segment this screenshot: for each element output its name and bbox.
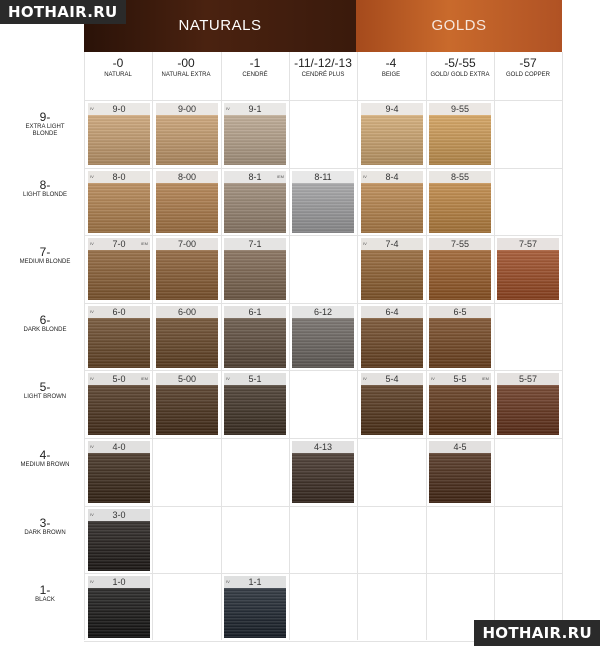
swatch-code: 7-57 xyxy=(497,238,559,250)
color-swatch xyxy=(361,306,423,368)
row-header xyxy=(14,313,76,334)
hair-sample xyxy=(361,385,423,435)
swatch-code: 1-0 xyxy=(88,576,150,588)
swatch-iv-mark: IV xyxy=(226,579,230,584)
grid-line-vertical xyxy=(426,52,427,640)
column-code: -00 xyxy=(177,56,195,70)
swatch-code: 9-0 xyxy=(88,103,150,115)
naturals-header: NATURALS xyxy=(84,0,356,52)
row-header xyxy=(14,380,76,401)
grid-line-horizontal xyxy=(84,100,562,101)
swatch-code: 9-55 xyxy=(429,103,491,115)
column-header xyxy=(84,56,152,100)
row-name: DARK BROWN xyxy=(24,530,66,536)
row-name: DARK BLONDE xyxy=(23,327,67,333)
hair-sample xyxy=(429,453,491,503)
swatch-iem-mark: IEM xyxy=(481,376,489,381)
hair-sample xyxy=(429,250,491,300)
column-code: -5/-55 xyxy=(444,56,476,70)
swatch-code: 4-5 xyxy=(429,441,491,453)
swatch-code: 8-00 xyxy=(156,171,218,183)
watermark-bottom: HOTHAIR.RU xyxy=(474,620,600,646)
swatch-code: 7-1 xyxy=(224,238,286,250)
color-swatch xyxy=(156,373,218,435)
grid-line-horizontal xyxy=(84,573,562,574)
swatch-code: 6-12 xyxy=(292,306,354,318)
hair-sample xyxy=(224,588,286,638)
column-description: CENDRÉ xyxy=(242,72,268,78)
color-swatch xyxy=(429,238,491,300)
swatch-code: 5-00 xyxy=(156,373,218,385)
watermark-top: HOTHAIR.RU xyxy=(0,0,126,24)
hair-sample xyxy=(292,453,354,503)
color-swatch xyxy=(88,103,150,165)
hair-sample xyxy=(156,183,218,233)
row-header xyxy=(14,516,76,537)
color-swatch xyxy=(292,306,354,368)
swatch-code: 8-0 xyxy=(88,171,150,183)
hair-sample xyxy=(429,183,491,233)
grid-line-vertical xyxy=(152,52,153,640)
color-swatch xyxy=(224,171,286,233)
grid-line-horizontal xyxy=(84,303,562,304)
column-description: GOLD/ GOLD EXTRA xyxy=(430,72,490,78)
row-level: 9- xyxy=(39,110,51,124)
swatch-iem-mark: IEM xyxy=(140,241,148,246)
row-level: 6- xyxy=(39,313,51,327)
hair-sample xyxy=(88,115,150,165)
swatch-code: 6-00 xyxy=(156,306,218,318)
golds-header: GOLDS xyxy=(356,0,562,52)
row-level: 3- xyxy=(39,516,51,530)
column-code: -4 xyxy=(385,56,397,70)
row-header xyxy=(14,178,76,199)
color-swatch xyxy=(292,171,354,233)
row-name: MEDIUM BLONDE xyxy=(19,259,71,265)
hair-sample xyxy=(88,521,150,571)
swatch-iv-mark: IV xyxy=(90,512,94,517)
color-swatch xyxy=(292,441,354,503)
color-swatch xyxy=(361,238,423,300)
hair-sample xyxy=(224,318,286,368)
swatch-iv-mark: IV xyxy=(90,174,94,179)
row-header xyxy=(14,583,76,604)
column-header xyxy=(494,56,562,100)
grid-line-vertical xyxy=(357,52,358,640)
column-header xyxy=(152,56,220,100)
row-level: 7- xyxy=(39,245,51,259)
hair-sample xyxy=(88,385,150,435)
color-swatch xyxy=(224,576,286,638)
grid-line-vertical xyxy=(221,52,222,640)
grid-line-horizontal xyxy=(84,168,562,169)
color-swatch xyxy=(156,238,218,300)
swatch-code: 7-55 xyxy=(429,238,491,250)
swatch-code: 5-4 xyxy=(361,373,423,385)
swatch-iv-mark: IV xyxy=(226,376,230,381)
row-name: BLACK xyxy=(35,597,55,603)
row-name: MEDIUM BROWN xyxy=(20,462,70,468)
hair-sample xyxy=(292,318,354,368)
hair-sample xyxy=(224,183,286,233)
hair-sample xyxy=(88,250,150,300)
row-level: 5- xyxy=(39,380,51,394)
hair-sample xyxy=(429,318,491,368)
color-swatch xyxy=(429,103,491,165)
hair-sample xyxy=(224,385,286,435)
hair-sample xyxy=(88,453,150,503)
hair-sample xyxy=(88,183,150,233)
swatch-code: 8-1 xyxy=(224,171,286,183)
hair-sample xyxy=(88,588,150,638)
swatch-code: 5-57 xyxy=(497,373,559,385)
swatch-iem-mark: IEM xyxy=(276,174,284,179)
column-description: NATURAL EXTRA xyxy=(161,72,211,78)
color-swatch xyxy=(224,103,286,165)
swatch-code: 6-0 xyxy=(88,306,150,318)
grid-line-vertical xyxy=(289,52,290,640)
column-header xyxy=(357,56,425,100)
hair-sample xyxy=(361,250,423,300)
grid-line-horizontal xyxy=(84,506,562,507)
swatch-code: 6-1 xyxy=(224,306,286,318)
color-swatch xyxy=(224,306,286,368)
column-description: BEIGE xyxy=(381,72,401,78)
row-header xyxy=(14,110,76,138)
swatch-code: 5-0 xyxy=(88,373,150,385)
swatch-code: 7-0 xyxy=(88,238,150,250)
swatch-code: 4-0 xyxy=(88,441,150,453)
color-swatch xyxy=(361,103,423,165)
hair-sample xyxy=(156,250,218,300)
swatch-code: 8-4 xyxy=(361,171,423,183)
hair-sample xyxy=(156,115,218,165)
color-swatch xyxy=(224,373,286,435)
swatch-code: 5-5 xyxy=(429,373,491,385)
hair-sample xyxy=(361,183,423,233)
grid-line-horizontal xyxy=(84,438,562,439)
swatch-code: 1-1 xyxy=(224,576,286,588)
swatch-iv-mark: IV xyxy=(90,579,94,584)
row-level: 1- xyxy=(39,583,51,597)
column-description: CENDRÉ PLUS xyxy=(301,72,345,78)
color-swatch xyxy=(88,373,150,435)
column-description: NATURAL xyxy=(104,72,132,78)
row-level: 4- xyxy=(39,448,51,462)
color-swatch xyxy=(429,306,491,368)
hair-sample xyxy=(292,183,354,233)
swatch-iv-mark: IV xyxy=(90,106,94,111)
swatch-code: 4-13 xyxy=(292,441,354,453)
swatch-iv-mark: IV xyxy=(90,376,94,381)
swatch-iv-mark: IV xyxy=(363,174,367,179)
color-swatch xyxy=(88,171,150,233)
swatch-code: 8-55 xyxy=(429,171,491,183)
hair-sample xyxy=(224,115,286,165)
hair-sample xyxy=(156,385,218,435)
swatch-iv-mark: IV xyxy=(90,241,94,246)
color-swatch xyxy=(497,373,559,435)
hair-sample xyxy=(88,318,150,368)
row-name: LIGHT BROWN xyxy=(23,394,67,400)
swatch-iv-mark: IV xyxy=(363,376,367,381)
color-swatch xyxy=(224,238,286,300)
column-code: -57 xyxy=(519,56,537,70)
grid-line-vertical xyxy=(562,52,563,640)
row-name: LIGHT BLONDE xyxy=(23,192,67,198)
hair-sample xyxy=(156,318,218,368)
hair-sample xyxy=(429,115,491,165)
grid-line-vertical xyxy=(84,52,85,640)
grid-line-vertical xyxy=(494,52,495,640)
hair-sample xyxy=(361,318,423,368)
column-description: GOLD COPPER xyxy=(505,72,550,78)
swatch-iv-mark: IV xyxy=(431,376,435,381)
column-header xyxy=(426,56,494,100)
row-level: 8- xyxy=(39,178,51,192)
swatch-code: 9-1 xyxy=(224,103,286,115)
swatch-iv-mark: IV xyxy=(226,106,230,111)
swatch-iv-mark: IV xyxy=(90,309,94,314)
swatch-code: 9-4 xyxy=(361,103,423,115)
row-name: EXTRA LIGHT BLONDE xyxy=(25,124,65,137)
color-swatch xyxy=(156,171,218,233)
swatch-iem-mark: IEM xyxy=(140,376,148,381)
hair-sample xyxy=(224,250,286,300)
hair-sample xyxy=(497,385,559,435)
color-swatch xyxy=(156,306,218,368)
column-code: -1 xyxy=(249,56,261,70)
color-swatch xyxy=(429,171,491,233)
column-header xyxy=(221,56,289,100)
color-swatch xyxy=(156,103,218,165)
grid-line-horizontal xyxy=(84,370,562,371)
swatch-iv-mark: IV xyxy=(90,444,94,449)
swatch-iv-mark: IV xyxy=(363,241,367,246)
swatch-code: 5-1 xyxy=(224,373,286,385)
color-swatch xyxy=(361,373,423,435)
hair-sample xyxy=(429,385,491,435)
swatch-code: 9-00 xyxy=(156,103,218,115)
swatch-code: 3-0 xyxy=(88,509,150,521)
column-code: -0 xyxy=(112,56,124,70)
color-swatch xyxy=(88,441,150,503)
color-swatch xyxy=(88,509,150,571)
hair-sample xyxy=(497,250,559,300)
column-header xyxy=(289,56,357,100)
swatch-code: 8-11 xyxy=(292,171,354,183)
row-header xyxy=(14,448,76,469)
color-swatch xyxy=(361,171,423,233)
color-swatch xyxy=(429,441,491,503)
color-swatch xyxy=(88,238,150,300)
swatch-code: 7-4 xyxy=(361,238,423,250)
swatch-code: 6-5 xyxy=(429,306,491,318)
color-swatch xyxy=(429,373,491,435)
swatch-code: 7-00 xyxy=(156,238,218,250)
swatch-code: 6-4 xyxy=(361,306,423,318)
color-swatch xyxy=(497,238,559,300)
row-header xyxy=(14,245,76,266)
grid-line-horizontal xyxy=(84,235,562,236)
column-code: -11/-12/-13 xyxy=(294,56,352,70)
color-swatch xyxy=(88,576,150,638)
hair-sample xyxy=(361,115,423,165)
color-swatch xyxy=(88,306,150,368)
